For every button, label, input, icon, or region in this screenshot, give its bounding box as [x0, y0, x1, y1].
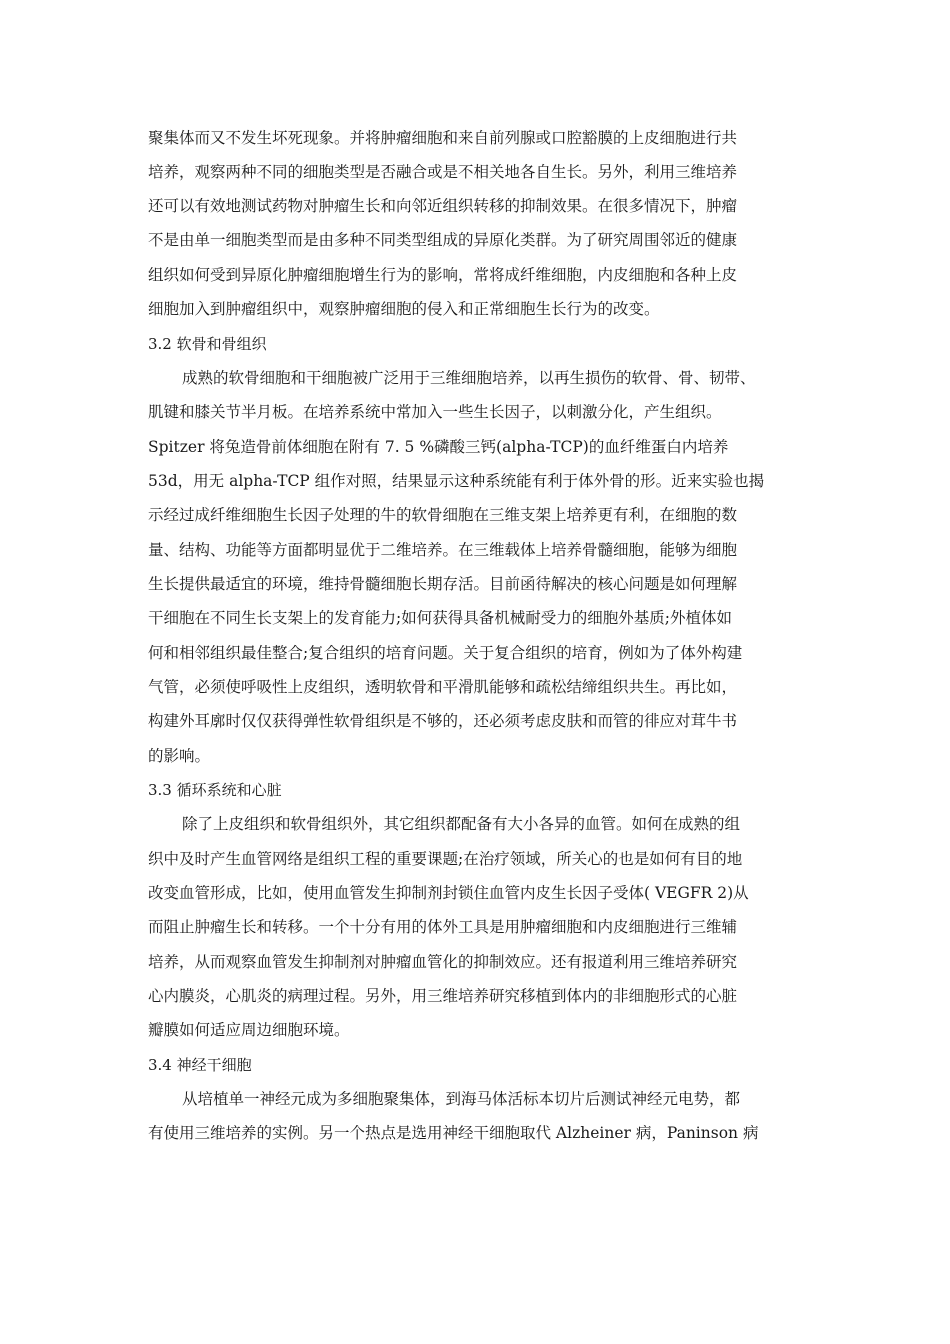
text-line: 肌键和膝关节半月板。在培养系统中常加入一些生长因子，以刺激分化，产生组织。	[148, 403, 722, 421]
text-line: 成熟的软骨细胞和干细胞被广泛用于三维细胞培养，以再生损伤的软骨、骨、韧带、	[182, 369, 756, 387]
text-line: 干细胞在不同生长支架上的发育能力;如何获得具备机械耐受力的细胞外基质;外植体如	[148, 609, 732, 627]
text-line: Spitzer 将兔造骨前体细胞在附有 7. 5 %磷酸三钙(alpha-TCP)的血纤维蛋白内培养	[148, 438, 729, 456]
text-line: 改变血管形成，比如，使用血管发生抑制剂封锁住血管内皮生长因子受体( VEGFR 2)从	[148, 884, 749, 902]
text-line: 培养，从而观察血管发生抑制剂对肿瘤血管化的抑制效应。还有报道利用三维培养研究	[148, 953, 738, 971]
text-line: 培养，观察两种不同的细胞类型是否融合或是不相关地各自生长。另外，利用三维培养	[148, 163, 738, 181]
text-line: 不是由单一细胞类型而是由多种不同类型组成的异原化类群。为了研究周围邻近的健康	[148, 231, 738, 249]
text-line: 生长提供最适宜的环境，维持骨髓细胞长期存活。目前函待解决的核心问题是如何理解	[148, 575, 738, 593]
text-line: 织中及时产生血管网络是组织工程的重要课题;在治疗领域，所关心的也是如何有目的地	[148, 850, 743, 868]
text-line: 组织如何受到异原化肿瘤细胞增生行为的影响，常将成纤维细胞，内皮细胞和各种上皮	[148, 266, 738, 284]
text-line: 除了上皮组织和软骨组织外，其它组织都配备有大小各异的血管。如何在成熟的组	[182, 815, 741, 833]
text-line: 有使用三维培养的实例。另一个热点是选用神经干细胞取代 Alzheiner 病，Paninson 病	[148, 1124, 759, 1142]
text-line: 构建外耳廓时仅仅获得弹性软骨组织是不够的，还必须考虑皮肤和而管的徘应对茸牛书	[148, 712, 738, 730]
text-line: 聚集体而又不发生坏死现象。并将肿瘤细胞和来自前列腺或口腔豁膜的上皮细胞进行共	[148, 129, 738, 147]
text-line: 从培植单一神经元成为多细胞聚集体，到海马体活标本切片后测试神经元电势，都	[182, 1090, 741, 1108]
text-line: 还可以有效地测试药物对肿瘤生长和向邻近组织转移的抑制效果。在很多情况下，肿瘤	[148, 197, 738, 215]
text-line: 的影响。	[148, 747, 211, 765]
text-line: 心内膜炎，心肌炎的病理过程。另外，用三维培养研究移植到体内的非细胞形式的心脏	[148, 987, 738, 1005]
section-heading: 3.3 循环系统和心脏	[148, 781, 282, 799]
text-line: 53d，用无 alpha-TCP 组作对照，结果显示这种系统能有利于体外骨的形。近来实验也揭	[148, 472, 765, 490]
text-line: 而阻止肿瘤生长和转移。一个十分有用的体外工具是用肿瘤细胞和内皮细胞进行三维辅	[148, 918, 738, 936]
text-line: 瓣膜如何适应周边细胞环境。	[148, 1021, 350, 1039]
text-line: 示经过成纤维细胞生长因子处理的牛的软骨细胞在三维支架上培养更有利，在细胞的数	[148, 506, 738, 524]
text-line: 何和相邻组织最佳整合;复合组织的培育问题。关于复合组织的培育，例如为了体外构建	[148, 644, 743, 662]
section-heading: 3.2 软骨和骨组织	[148, 335, 267, 353]
text-line: 量、结构、功能等方面都明显优于二维培养。在三维载体上培养骨髓细胞，能够为细胞	[148, 541, 738, 559]
text-line: 气管，必须使呼吸性上皮组织，透明软骨和平滑肌能够和疏松结缔组织共生。再比如，	[148, 678, 738, 696]
section-heading: 3.4 神经干细胞	[148, 1056, 252, 1074]
text-line: 细胞加入到肿瘤组织中，观察肿瘤细胞的侵入和正常细胞生长行为的改变。	[148, 300, 660, 318]
